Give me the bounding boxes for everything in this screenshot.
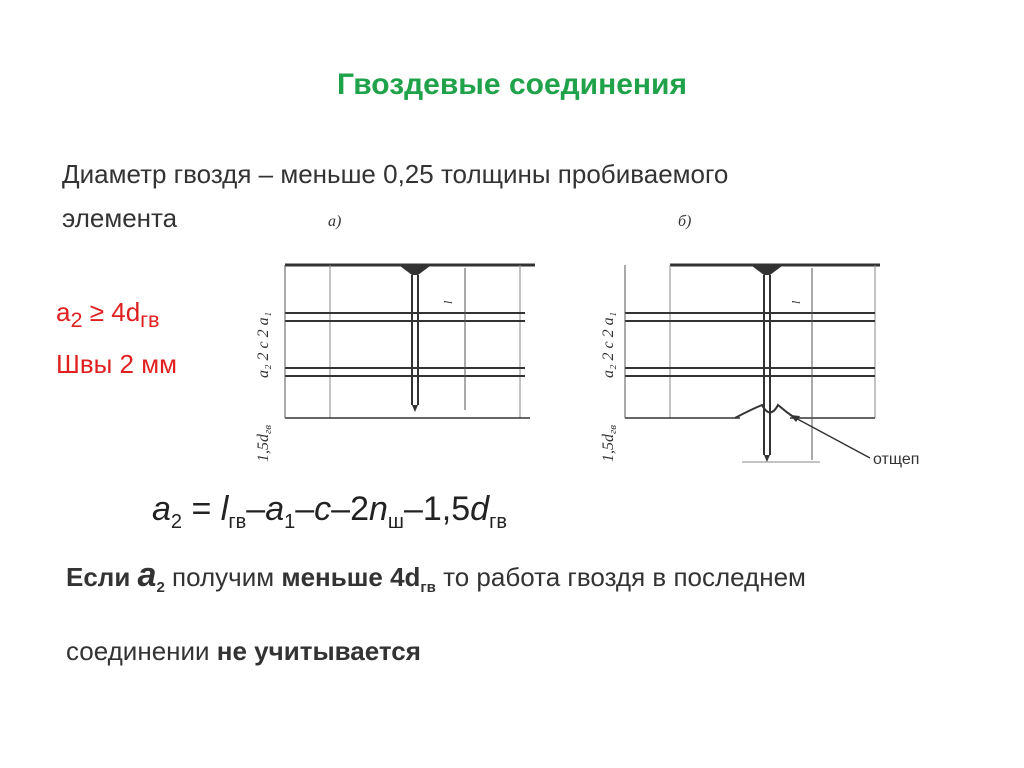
svg-text:l: l (789, 300, 803, 304)
figure-b (600, 213, 919, 468)
page-title: Гвоздевые соединения (336, 68, 687, 101)
svg-text:a₂ 2 c 2 a₁: a₂ 2 c 2 a₁ (600, 311, 617, 378)
spacing-rule (56, 290, 177, 386)
svg-text:1,5dгв: 1,5dгв (255, 424, 274, 462)
formula: $a_2 = l_{гв}-a_1-c-2n_ш-1,5d_{гв}$ (152, 490, 507, 533)
a2-rule: $a_2 \ge 4d_{гв}$ (56, 297, 160, 333)
svg-text:l: l (441, 300, 455, 304)
intro-line-2: элемента (62, 203, 178, 233)
condition-line-2: соединении не учитывается (66, 636, 421, 666)
nail-joint-drawings (230, 200, 970, 480)
seams-rule: Швы 2 мм (56, 349, 177, 380)
svg-text:a₂ 2 c 2 a₁: a₂ 2 c 2 a₁ (255, 311, 272, 378)
figure-a-label: а) (328, 213, 342, 230)
condition-line-1: Если $a_2$ получим меньше $4d_{гв}$ то работа гвоздя в последнем (66, 556, 806, 597)
figure-a (255, 213, 535, 462)
figure-b-label: б) (678, 213, 692, 230)
splinter-label: отщеп (873, 451, 920, 468)
intro-line-1: Диаметр гвоздя – меньше 0,25 толщины пробиваемого (62, 159, 729, 189)
svg-text:1,5dгв: 1,5dгв (600, 424, 619, 462)
